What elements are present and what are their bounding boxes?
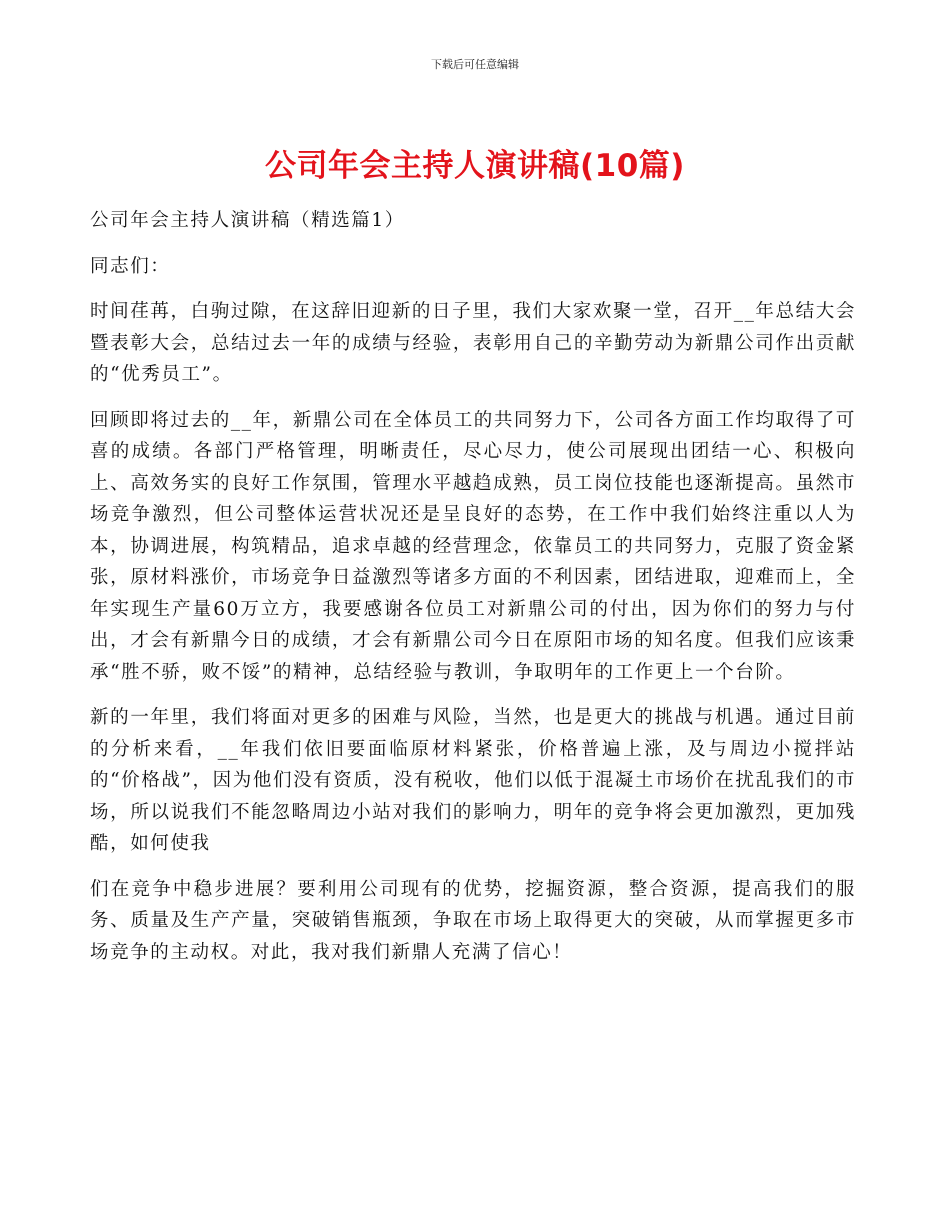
- section-heading: 公司年会主持人演讲稿（精选篇1）: [90, 210, 405, 231]
- document-body: [90, 205, 856, 982]
- paragraph: 新的一年里，我们将面对更多的困难与风险，当然，也是更大的挑战与机遇。通过目前的分析来看，__年我们依旧要面临原材料紧张，价格普遍上涨，及与周边小搅拌站的“价格战”，因为他们没有资质，没有税收，他们以低于混凝土市场价在扰乱我们的市场，所以说我们不能忽略周边小站对我们的影响力，明年的竞争将会更加激烈，更加残酷，如何使我: [90, 707, 856, 854]
- salutation: 同志们：: [90, 255, 171, 277]
- paragraph: 回顾即将过去的__年，新鼎公司在全体员工的共同努力下，公司各方面工作均取得了可喜的成绩。各部门严格管理，明晰责任，尽心尽力，使公司展现出团结一心、积极向上、高效务实的良好工作氛围，管理水平越趋成熟，员工岗位技能也逐渐提高。虽然市场竞争激烈，但公司整体运营状况还是呈良好的态势，在工作中我们始终注重以人为本，协调进展，构筑精品，追求卓越的经营理念，依靠员工的共同努力，克服了资金紧张，原材料涨价，市场竞争日益激烈等诸多方面的不利因素，团结进取，迎难而上，全年实现生产量60万立方，我要感谢各位员工对新鼎公司的付出，因为你们的努力与付出，才会有新鼎今日的成绩，才会有新鼎公司今日在原阳市场的知名度。但我们应该秉承“胜不骄，败不馁”的精神，总结经验与教训，争取明年的工作更上一个台阶。: [90, 409, 856, 683]
- paragraph: 时间荏苒，白驹过隙，在这辞旧迎新的日子里，我们大家欢聚一堂，召开__年总结大会暨表彰大会，总结过去一年的成绩与经验，表彰用自己的辛勤劳动为新鼎公司作出贡献的“优秀员工”。: [90, 301, 856, 385]
- document-title: 公司年会主持人演讲稿(10篇): [265, 148, 685, 184]
- paragraph: 们在竞争中稳步进展？要利用公司现有的优势，挖掘资源，整合资源，提高我们的服务、质量及生产产量，突破销售瓶颈，争取在市场上取得更大的突破，从而掌握更多市场竞争的主动权。对此，我对我们新鼎人充满了信心！: [90, 878, 856, 963]
- header-note: 下载后可任意编辑: [431, 58, 519, 71]
